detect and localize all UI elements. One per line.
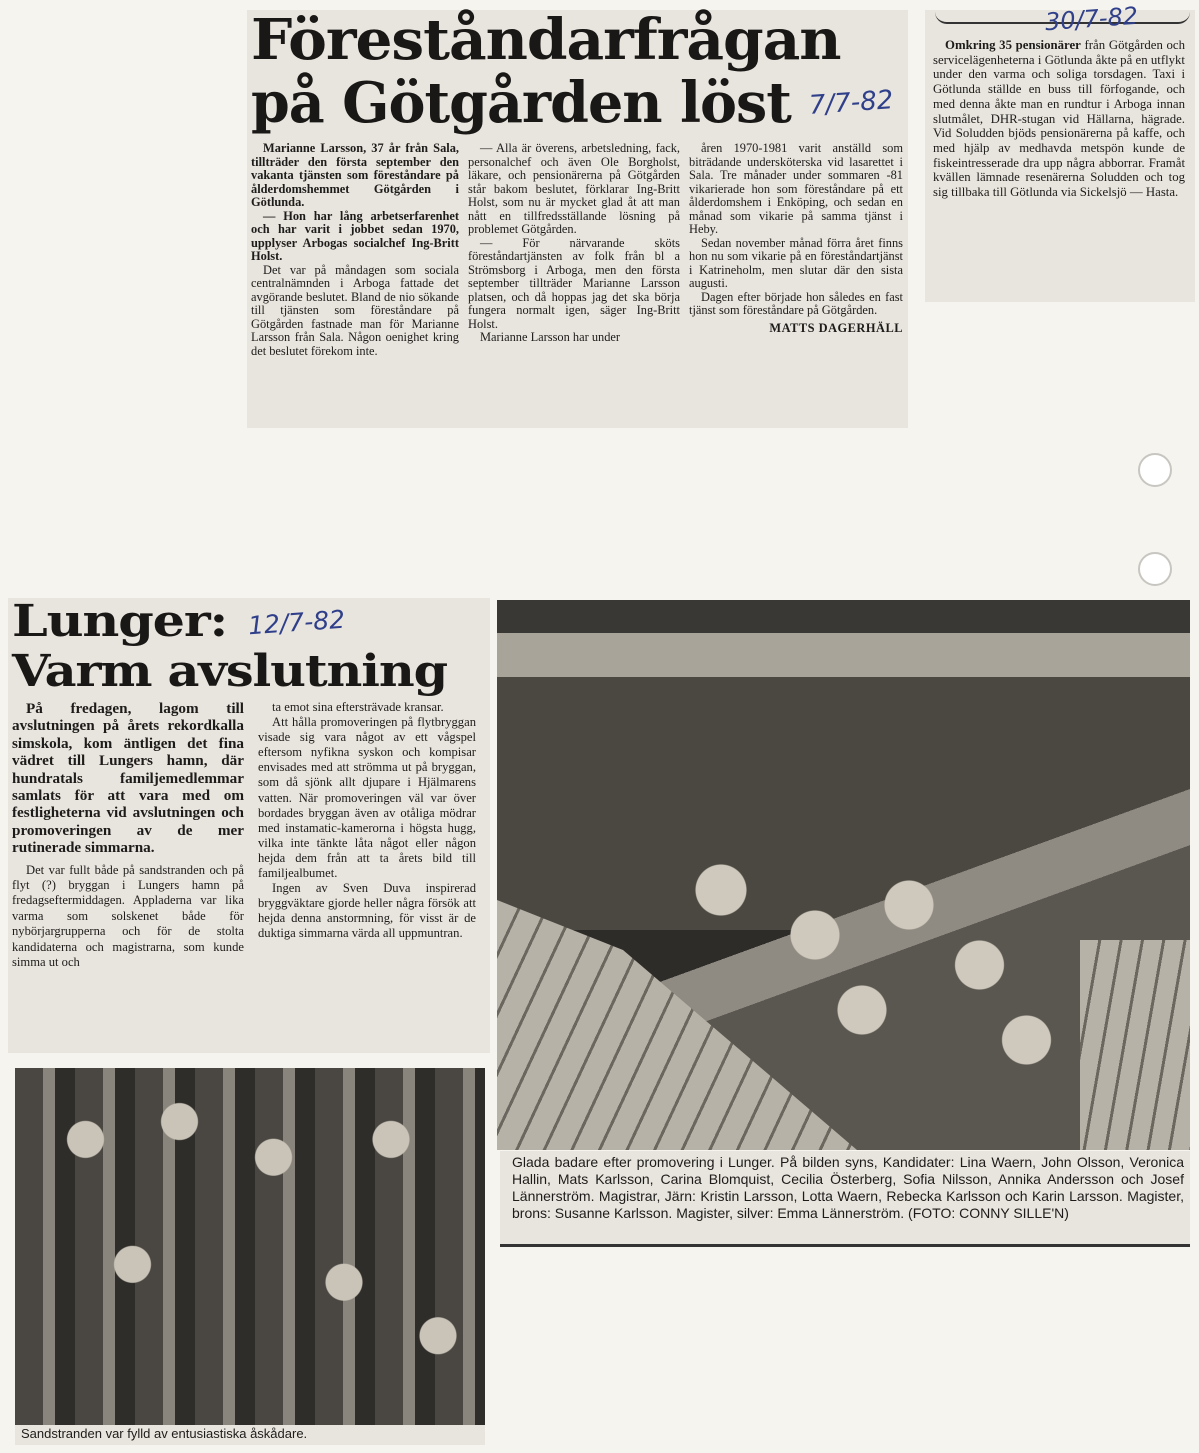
binder-hole [1138,552,1172,586]
photo-main-caption: Glada badare efter promovering i Lunger. På bilden syns, Kandidater: Lina Waern, John Olsson, Veronica Hallin, Mats Karlsson, Carina Blomquist, Cecilia Österberg, Sofia Nilsson, Annika Andersson och Josef Lännerström. Magistrar, Järn: Kristin Larsson, Lotta Waern, Rebecka Karlsson och Karin Larsson. Magister, brons: Susanne Karlsson. Magister, silver: Emma Lännerström. (FOTO: CONNY SILLE'N) [500,1151,1190,1247]
photo-beach-caption: Sandstranden var fylld av entusiastiska åskådare. [15,1425,485,1445]
article3-column-1: På fredagen, lagom till avslutningen på årets rekordkalla simskola, kom äntligen det fina vädret till Lungers hamn, där hundratals familjemedlemmar samlats för att vara med om festligheterna vid avslutningen och promoveringen av de mer rutinerade simmarna. Det var fullt både på sandstranden och på flyt (?) bryggan i Lungers hamn på fredagseftermiddagen. Appladerna var lika varma som solskenet både för nybörjargrupperna och för de stolta kandidaterna och magistrarna, som kunde simma ut och [12,700,244,970]
handwritten-date: 30/7-82 [1044,1,1139,37]
article-forestandarfragan [247,7,908,428]
byline: MATTS DAGERHÄLL [769,320,903,335]
article1-column-1: Marianne Larsson, 37 år från Sala, tillträder den första september den vakanta tjänsten som föreståndare på ålderdomshemmet Götgården i Götlunda. — Hon har lång arbetserfarenhet och har varit i jobbet sedan 1970, upplyser Arbogas socialchef Ing-Britt Holst. Det var på måndagen som sociala centralnämnden i Arboga fattade det avgörande beslutet. Bland de nio sökande till tjänsten som föreståndare på Götgården fastnade man för Marianne Larsson från Sala. Någon oenighet kring det beslutet förekom inte. [251,141,459,358]
photo-swimmers-on-dock [497,600,1190,1150]
swimmers-group [627,800,1097,1100]
article-utflykt [925,1,1195,302]
article1-column-2: — Alla är överens, arbetsledning, fack, personalchef och även Ole Borgholst, läkare, och pensionärerna på Götgården står bakom beslutet, förklarar Ing-Britt Holst, som nu är mycket glad åt att man nått en tillfredsställande lösning på problemet Götgården. — För närvarande sköts föreståndartjänsten av folk från bl a Strömsborg i Arboga, men den första september tillträder Marianne Larsson platsen, och då hoppas jag det ska börja fungera normalt igen, säger Ing-Britt Holst. Marianne Larsson har under [468,141,680,344]
handwritten-date: 12/7-82 [247,604,346,641]
article-lunger [8,598,1192,1448]
article2-body: Omkring 35 pensionärer från Götgården och servicelägenheterna i Götlunda åkte på en utflykt under den varma och soliga torsdagen. Taxi i Götlunda ställde en buss till förfogande, och med denna åkte man en rundtur i Arboga innan slutmålet, DHR-stugan vid Hällarna, hägrade. Vid Soludden bjöds pensionärerna på kaffe, och med hjälp av medhavda metspön kunde de fiskeintresserade dra upp några abborrar. Framåt kvällen lämnade resenärerna Soludden och tog sig tillbaka till Götlunda via Sickelsjö — Hasta. [933,38,1186,200]
binder-hole [1138,453,1172,487]
headline-line2: på Götgården löst [251,70,791,136]
headline-line2: Varm avslutning [12,646,448,697]
photo-beach-spectators [15,1068,485,1425]
article3-column-2: ta emot sina eftersträvade kransar. Att hålla promoveringen på flytbryggan visade sig vara något av ett vågspel eftersom nyfikna syskon och kompisar envisades med att strömma ut på bryggan, som då sjönk allt djupare i Hjälmarens vatten. När promoveringen väl var över bordades bryggan även av otåliga mödrar med instamatic-kamerorna i högsta hugg, vilka inte tänkte låta något eller någon hejda dem från att ta årets bild till familjealbumet. Ingen av Sven Duva inspirerad bryggväktare gjorde heller några försök att hejda denna anstormning, för visst är de duktiga simmarna värda all uppmuntran. [258,700,476,941]
article1-column-3: åren 1970-1981 varit anställd som biträdande undersköterska vid lasarettet i Sala. Tre månader under sommaren -81 vikarierade hon som föreståndare på ett ålderdomshem i Enköping, och sedan en månad som vikarie på samma tjänst i Heby. Sedan november månad förra året finns hon nu som vikarie på en föreståndartjänst i Katrineholm, men slutar där den sista augusti. Dagen efter började hon således en fast tjänst som föreståndare på Götgården. MATTS DAGERHÄLL [689,141,903,335]
headline-line1: Lunger: [12,596,228,647]
handwritten-date: 7/7-82 [808,85,895,121]
headline-line1: Föreståndarfrågan [251,7,841,73]
